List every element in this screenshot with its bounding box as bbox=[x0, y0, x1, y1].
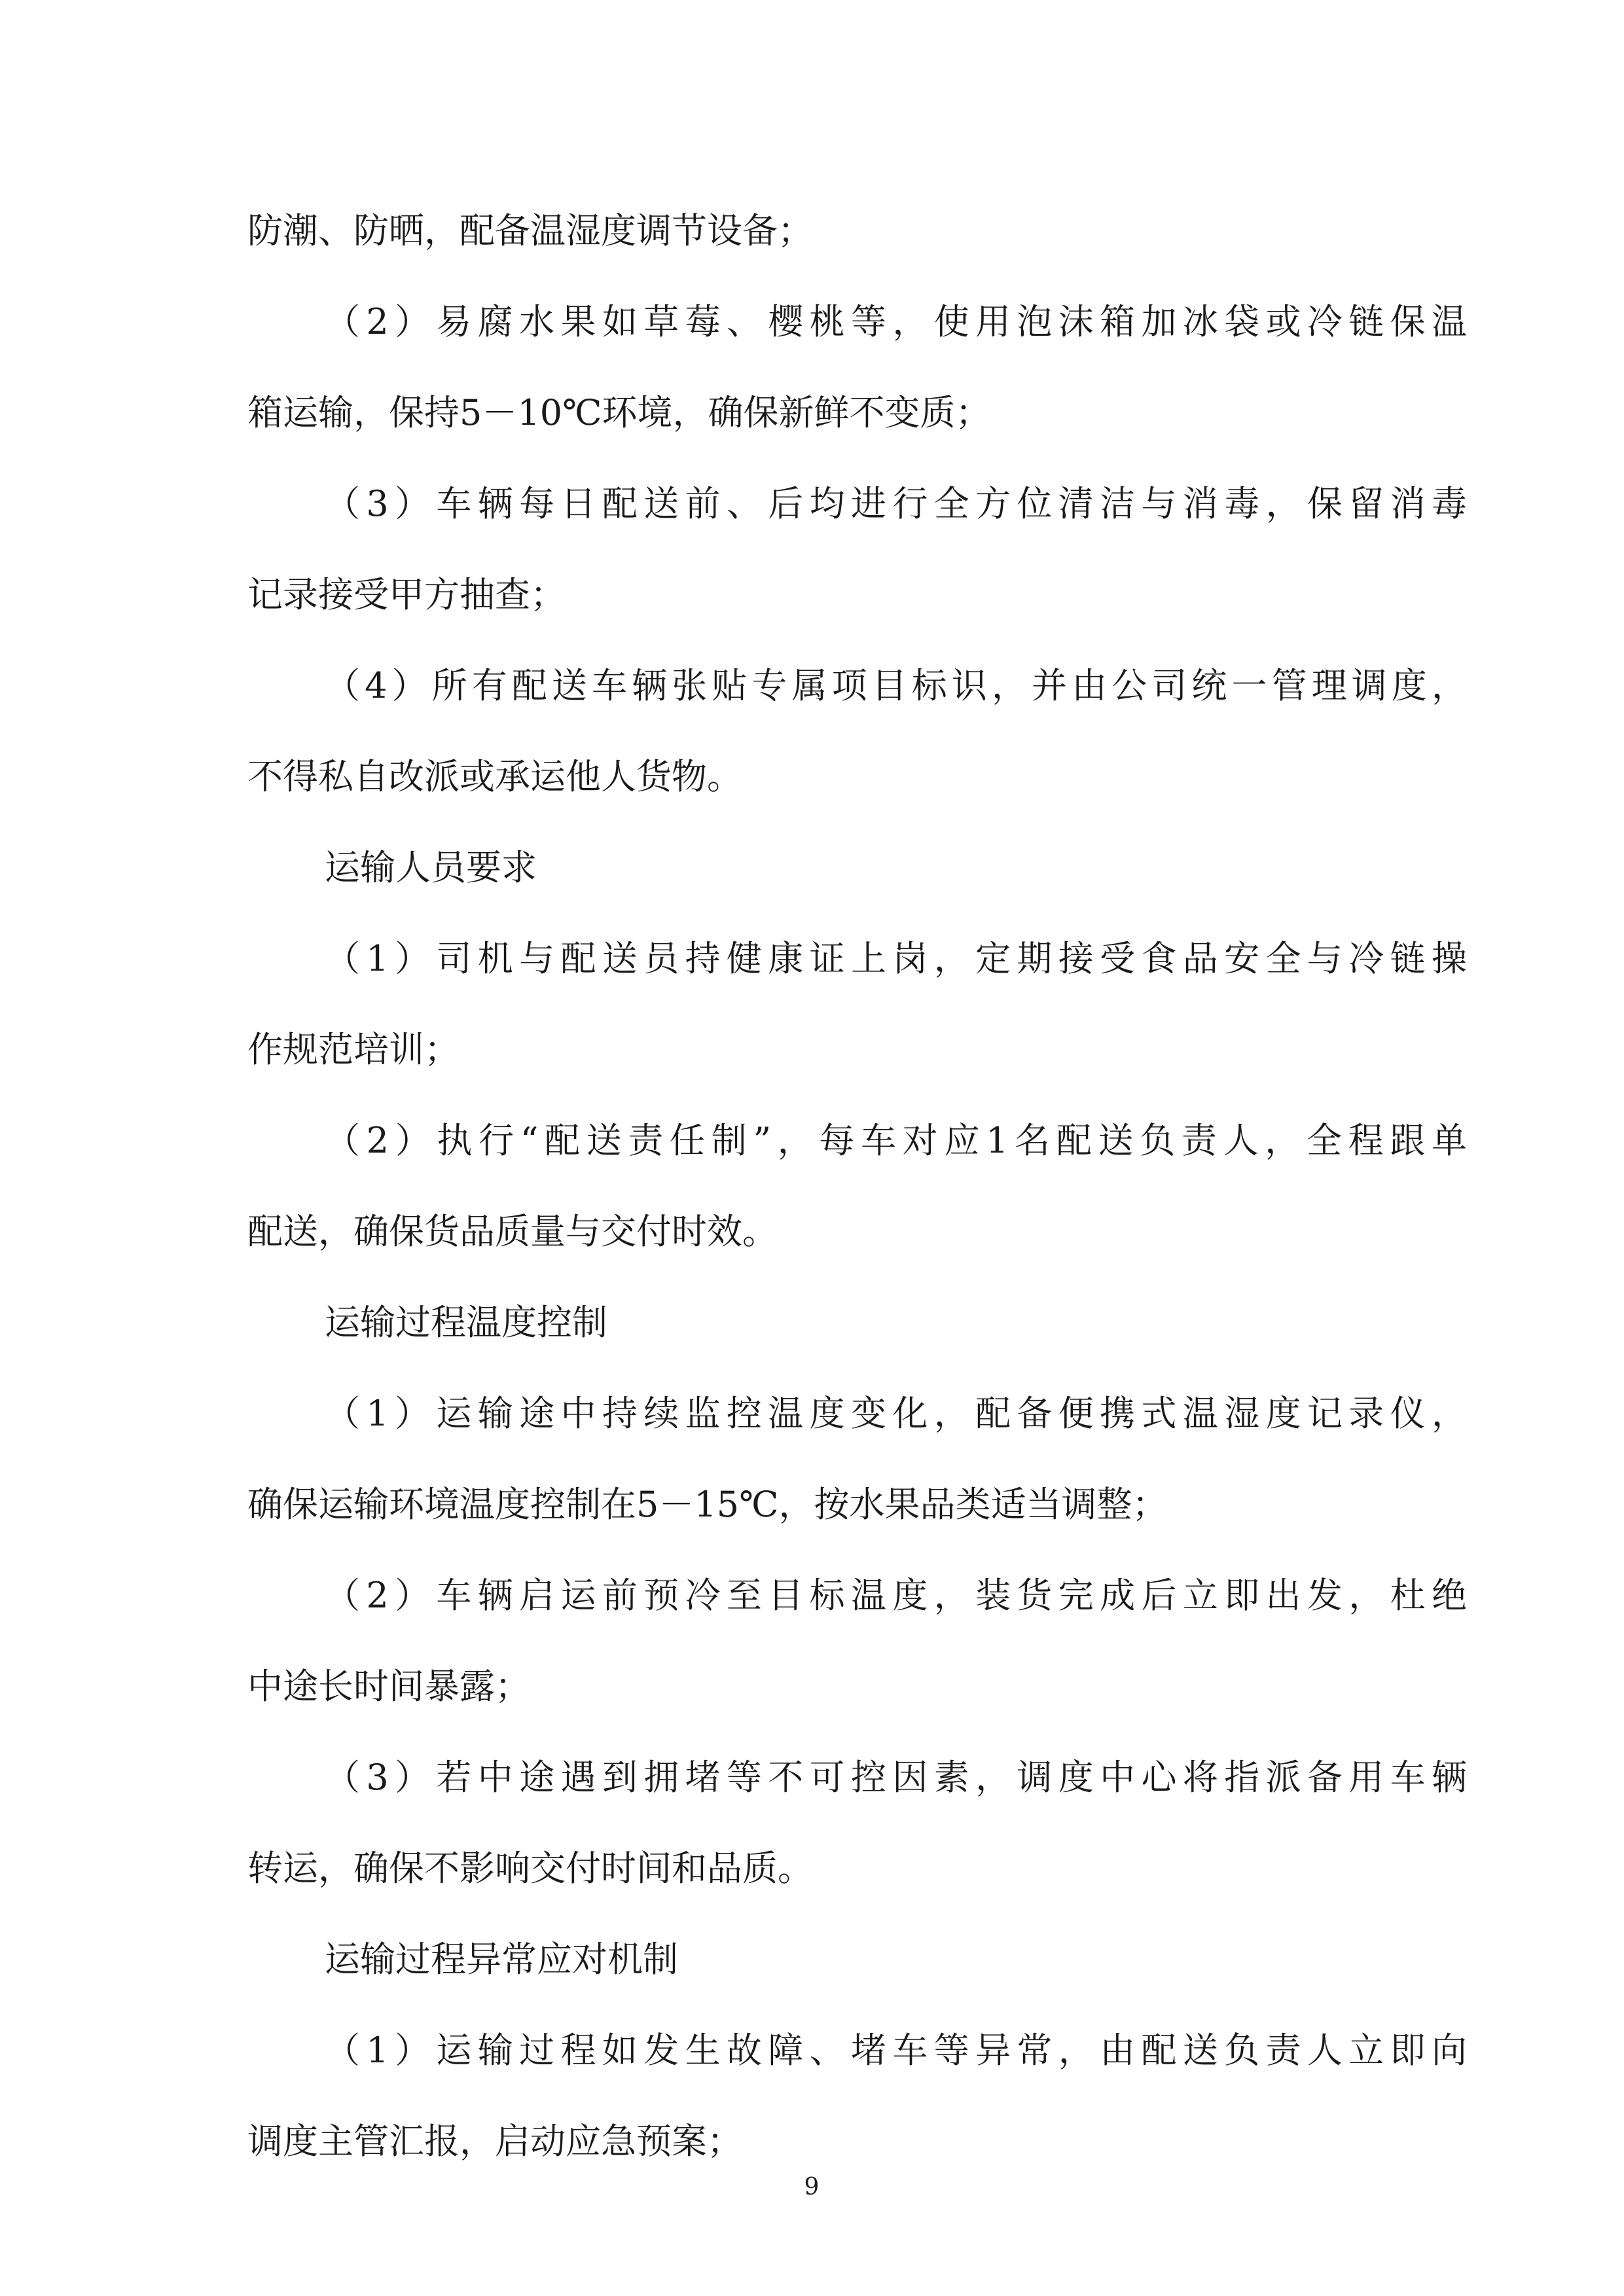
section-heading: 运输过程温度控制 bbox=[325, 1302, 607, 1343]
page-number: 9 bbox=[804, 2174, 820, 2200]
paragraph-line: （3）若中途遇到拥堵等不可控因素，调度中心将指派备用车辆 bbox=[325, 1757, 1467, 1798]
paragraph-line: 不得私自改派或承运他人货物。 bbox=[247, 756, 742, 797]
paragraph-line: （3）车辆每日配送前、后均进行全方位清洁与消毒，保留消毒 bbox=[325, 483, 1467, 524]
paragraph-line: （1）运输过程如发生故障、堵车等异常，由配送负责人立即向 bbox=[325, 2030, 1467, 2071]
paragraph-line: （2）执行“配送责任制”，每车对应1名配送负责人，全程跟单 bbox=[325, 1120, 1467, 1161]
paragraph-line: 配送，确保货品质量与交付时效。 bbox=[247, 1211, 778, 1252]
paragraph-line: 记录接受甲方抽查； bbox=[247, 574, 566, 615]
section-heading: 运输人员要求 bbox=[325, 847, 537, 888]
paragraph-line: （2）车辆启运前预冷至目标温度，装货完成后立即出发，杜绝 bbox=[325, 1575, 1467, 1616]
paragraph-line: （1）运输途中持续监控温度变化，配备便携式温湿度记录仪， bbox=[325, 1393, 1467, 1434]
paragraph-line: 作规范培训； bbox=[247, 1029, 460, 1070]
paragraph-line: （1）司机与配送员持健康证上岗，定期接受食品安全与冷链操 bbox=[325, 938, 1467, 979]
paragraph-line: 转运，确保不影响交付时间和品质。 bbox=[247, 1848, 813, 1889]
paragraph-line: （2）易腐水果如草莓、樱桃等，使用泡沫箱加冰袋或冷链保温 bbox=[325, 301, 1467, 342]
paragraph-line: 确保运输环境温度控制在5－15℃，按水果品类适当调整； bbox=[247, 1484, 1168, 1525]
paragraph-line: （4）所有配送车辆张贴专属项目标识，并由公司统一管理调度， bbox=[325, 665, 1467, 706]
paragraph-line: 调度主管汇报，启动应急预案； bbox=[247, 2121, 742, 2162]
section-heading: 运输过程异常应对机制 bbox=[325, 1939, 678, 1980]
paragraph-line: 防潮、防晒，配备温湿度调节设备； bbox=[247, 210, 813, 251]
paragraph-line: 中途长时间暴露； bbox=[247, 1666, 530, 1707]
paragraph-line: 箱运输，保持5－10℃环境，确保新鲜不变质； bbox=[247, 392, 991, 433]
